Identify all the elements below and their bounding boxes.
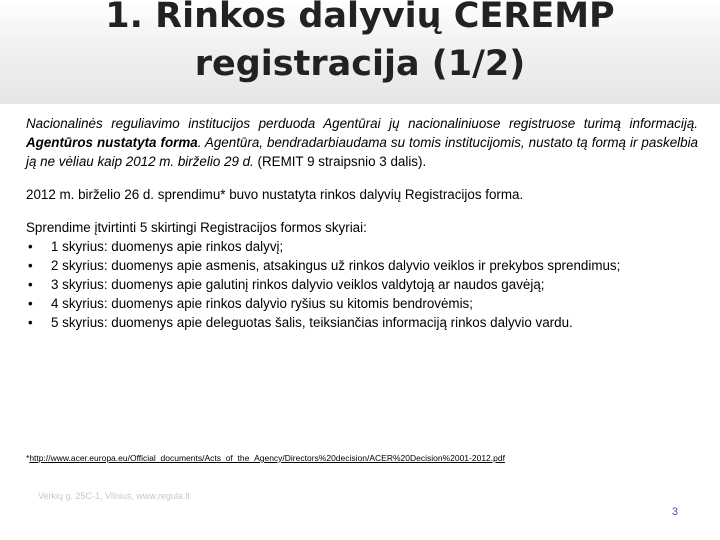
list-item <box>26 256 698 275</box>
bullet-icon: • <box>28 315 33 330</box>
intro-reference: (REMIT 9 straipsnio 3 dalis). <box>253 154 427 169</box>
list-item <box>26 313 698 332</box>
intro-paragraph <box>26 114 698 171</box>
slide-body <box>26 114 698 332</box>
slide-title <box>0 0 720 96</box>
intro-text-bold: Agentūros nustatyta forma <box>26 135 198 150</box>
intro-text-part1: Nacionalinės reguliavimo institucijos perduoda Agentūrai jų nacionaliniuose registruose turimą informaciją. <box>26 116 698 131</box>
sections-list <box>26 237 698 332</box>
slide-title-line-1: 1. Rinkos dalyvių CEREMP <box>105 0 615 36</box>
list-item-text: 2 skyrius: duomenys apie asmenis, atsakingus už rinkos dalyvio veiklos ir prekybos sprendimus; <box>51 258 621 273</box>
bullet-icon: • <box>28 239 33 254</box>
list-item-text: 1 skyrius: duomenys apie rinkos dalyvį; <box>51 239 284 254</box>
list-item-text: 5 skyrius: duomenys apie deleguotas šalis, teiksiančias informaciją rinkos dalyvio vardu. <box>51 315 573 330</box>
slide-title-line-2: registracija (1/2) <box>194 44 526 84</box>
sections-heading: Sprendime įtvirtinti 5 skirtingi Registracijos formos skyriai: <box>26 220 367 235</box>
footnote-marker: * <box>26 453 30 463</box>
list-item <box>26 275 698 294</box>
list-item <box>26 294 698 313</box>
list-item-text: 3 skyrius: duomenys apie galutinį rinkos dalyvio veiklos valdytoją ar naudos gavėją; <box>51 277 545 292</box>
list-item-text: 4 skyrius: duomenys apie rinkos dalyvio ryšius su kitomis bendrovėmis; <box>51 296 473 311</box>
bullet-icon: • <box>28 258 33 273</box>
footnote <box>26 452 505 464</box>
list-item <box>26 237 698 256</box>
intro-text-part3: . Agentūra, bendradarbiaudama su tomis institucijomis, nustato tą formą ir paskelbia ją ne vėliau kaip 2012 m. birželio 29 d. <box>26 135 698 169</box>
page-number: 3 <box>671 506 678 518</box>
bullet-icon: • <box>28 277 33 292</box>
address-watermark: Verkių g. 25C-1, Vilnius, www.regula.lt <box>38 491 190 501</box>
footnote-link[interactable]: http://www.acer.europa.eu/Official_documents/Acts_of_the_Agency/Directors%20decision/ACER%20Decision%2001-2012.pdf <box>29 453 505 463</box>
bullet-icon: • <box>28 296 33 311</box>
decision-paragraph: 2012 m. birželio 26 d. sprendimu* buvo nustatyta rinkos dalyvių Registracijos forma. <box>26 187 524 202</box>
